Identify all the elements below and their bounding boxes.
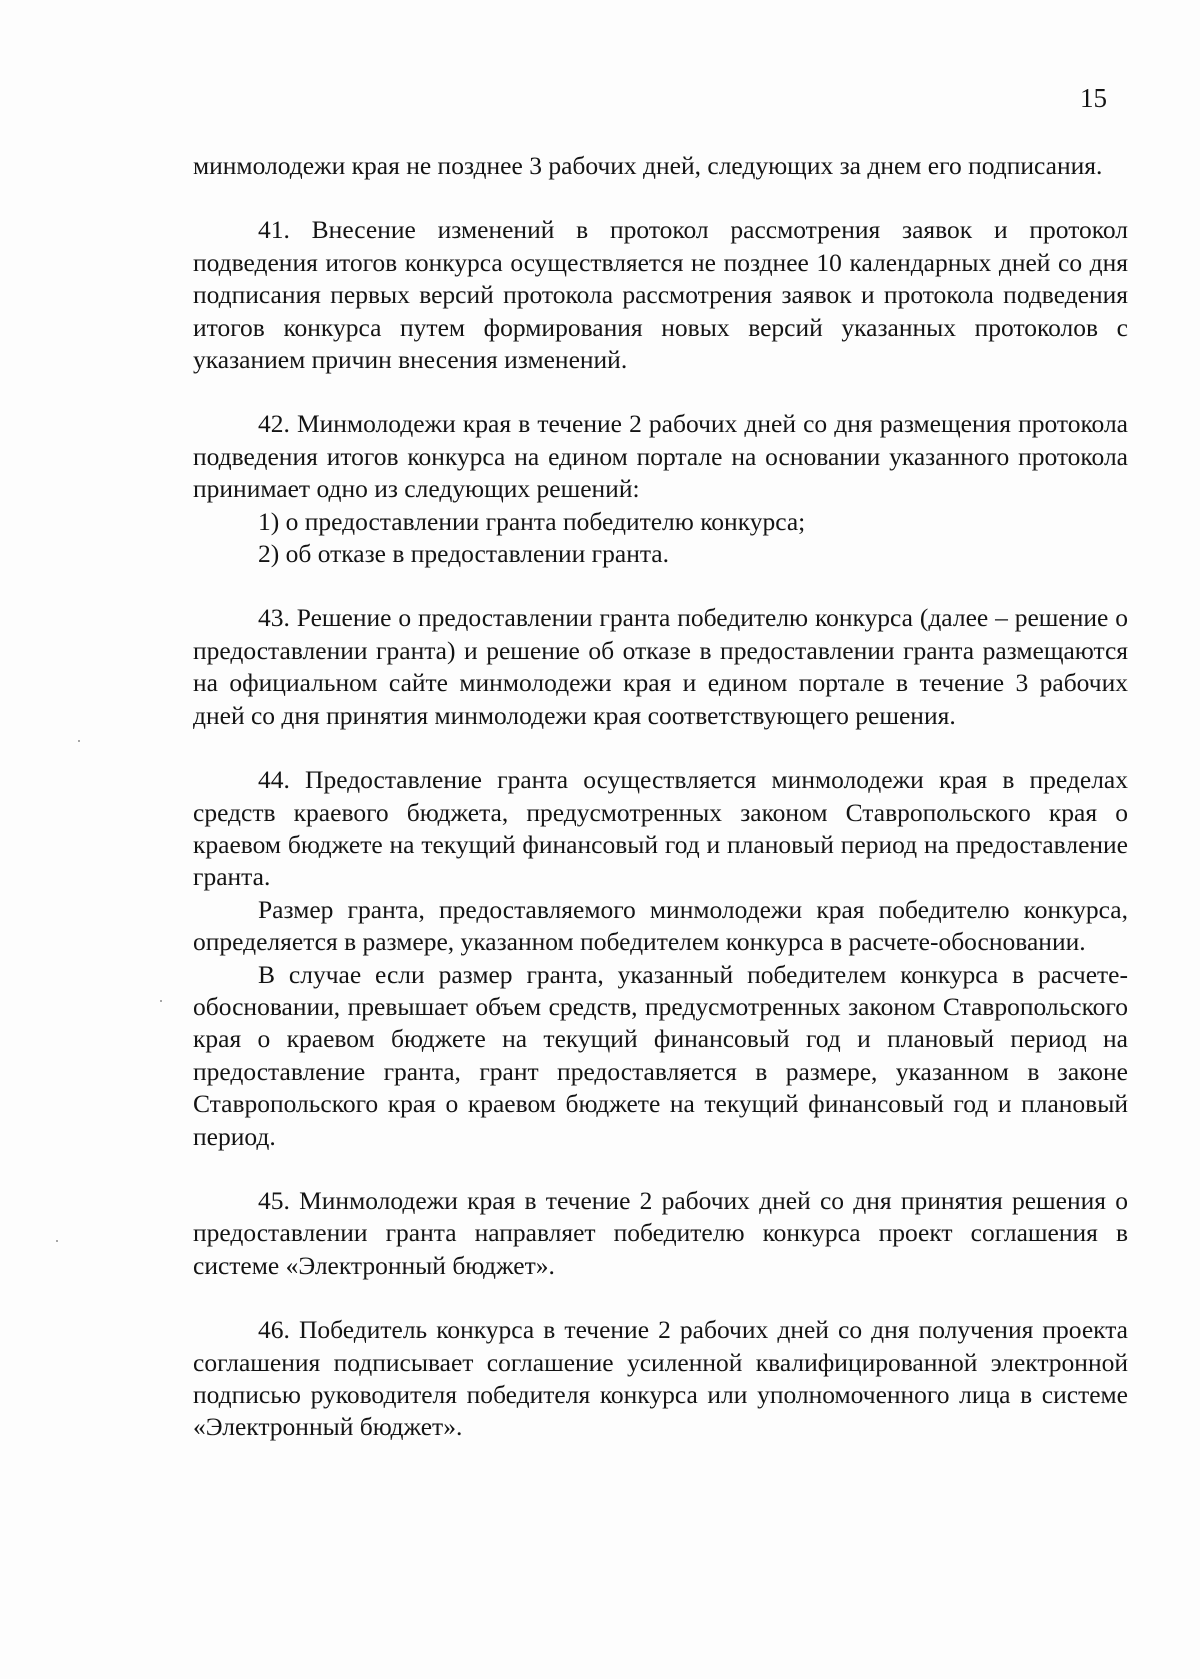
document-body	[193, 150, 1128, 1444]
scan-speck	[56, 1240, 58, 1242]
paragraph-41: 41. Внесение изменений в протокол рассмотрения заявок и протокол подведения итогов конкурса осуществляется не позднее 10 календарных дней со дня подписания первых версий протокола рассмотрения заявок и протокола подведения итогов конкурса путем формирования новых версий указанных протоколов с указанием причин внесения изменений.	[193, 215, 1128, 375]
paragraph-45: 45. Минмолодежи края в течение 2 рабочих дней со дня принятия решения о предоставлении гранта направляет победителю конкурса проект соглашения в системе «Электронный бюджет».	[193, 1185, 1128, 1280]
paragraph-44-grant-exceeds: В случае если размер гранта, указанный победителем конкурса в расчете-обосновании, превышает объем средств, предусмотренных законом Ставропольского края о краевом бюджете на текущий финансовый год и плановый период на предоставление гранта, грант предоставляется в размере, указанном в законе Ставропольского края о краевом бюджете на текущий финансовый год и плановый период.	[193, 959, 1128, 1151]
paragraph-42-item-1: 1) о предоставлении гранта победителю конкурса;	[258, 506, 806, 536]
page-number: 15	[1080, 83, 1107, 113]
paragraph-44: 44. Предоставление гранта осуществляется минмолодежи края в пределах средств краевого бюджета, предусмотренных законом Ставропольского края о краевом бюджете на текущий финансовый год и плановый период на предоставление гранта.	[193, 765, 1128, 892]
paragraph-43: 43. Решение о предоставлении гранта победителю конкурса (далее – решение о предоставлении гранта) и решение об отказе в предоставлении гранта размещаются на официальном сайте минмолодежи края и едином портале в течение 3 рабочих дней со дня принятия минмолодежи края соответствующего решения.	[193, 603, 1128, 730]
paragraph-46: 46. Победитель конкурса в течение 2 рабочих дней со дня получения проекта соглашения подписывает соглашение усиленной квалифицированной электронной подписью руководителя победителя конкурса или уполномоченного лица в системе «Электронный бюджет».	[193, 1315, 1128, 1442]
paragraph-continuation: минмолодежи края не позднее 3 рабочих дней, следующих за днем его подписания.	[193, 151, 1103, 180]
scan-speck	[160, 1000, 162, 1002]
paragraph-44-grant-size: Размер гранта, предоставляемого минмолодежи края победителю конкурса, определяется в размере, указанном победителем конкурса в расчете-обосновании.	[193, 894, 1128, 957]
paragraph-42-item-2: 2) об отказе в предоставлении гранта.	[258, 539, 669, 569]
scan-speck	[78, 740, 80, 742]
paragraph-42: 42. Минмолодежи края в течение 2 рабочих дней со дня размещения протокола подведения итогов конкурса на едином портале на основании указанного протокола принимает одно из следующих решений:	[193, 409, 1128, 504]
